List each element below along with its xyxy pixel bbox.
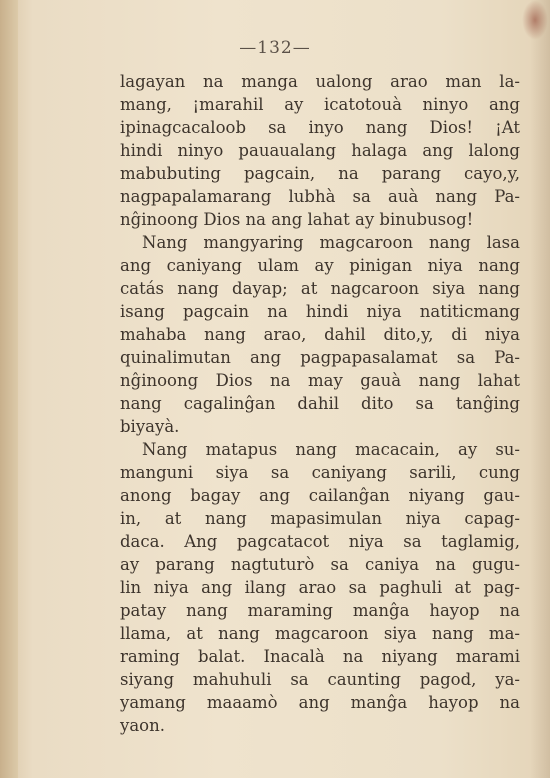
body-text [120,70,520,737]
text-line: hindi ninyo pauaualang halaga ang lalong [120,141,520,160]
text-line: raming balat. Inacalà na niyang marami [120,647,520,666]
page-number: —132— [239,38,311,58]
text-line: biyayà. [120,417,180,436]
text-line: daca. Ang pagcatacot niya sa taglamig, [120,532,520,551]
text-line: manguni siya sa caniyang sarili, cung [120,463,520,482]
text-line: nĝinoong Dios na may gauà nang lahat [120,371,520,390]
text-line: ay parang nagtuturò sa caniya na gugu- [120,555,520,574]
text-line: yaon. [120,716,165,735]
text-line: in, at nang mapasimulan niya capag- [120,509,520,528]
text-line: mang, ¡marahil ay icatotouà ninyo ang [120,95,520,114]
page-stain [522,0,548,40]
text-line: llama, at nang magcaroon siya nang ma- [120,624,520,643]
text-line: isang pagcain na hindi niya natiticmang [120,302,520,321]
text-line: nang cagalinĝan dahil dito sa tanĝing [120,394,520,413]
text-line: Nang mangyaring magcaroon nang lasa [142,233,520,252]
page-spine-shadow [0,0,18,778]
text-line: yamang maaamò ang manĝa hayop na [120,693,520,712]
text-line: quinalimutan ang pagpapasalamat sa Pa- [120,348,520,367]
text-line: patay nang maraming manĝa hayop na [120,601,520,620]
text-line: Nang matapus nang macacain, ay su- [142,440,520,459]
text-line: siyang mahuhuli sa caunting pagod, ya- [120,670,520,689]
text-line: lagayan na manga ualong arao man la- [120,72,520,91]
page-edge-shadow [530,0,550,778]
text-line: nĝinoong Dios na ang lahat ay binubusog! [120,210,474,229]
text-line: ipinagcacaloob sa inyo nang Dios! ¡At [120,118,520,137]
text-line: anong bagay ang cailanĝan niyang gau- [120,486,520,505]
text-line: nagpapalamarang lubhà sa auà nang Pa- [120,187,520,206]
text-line: catás nang dayap; at nagcaroon siya nang [120,279,520,298]
text-line: mahaba nang arao, dahil dito,y, di niya [120,325,520,344]
text-line: ang caniyang ulam ay pinigan niya nang [120,256,520,275]
text-line: lin niya ang ilang arao sa paghuli at pag- [120,578,520,597]
text-line: mabubuting pagcain, na parang cayo,y, [120,164,520,183]
